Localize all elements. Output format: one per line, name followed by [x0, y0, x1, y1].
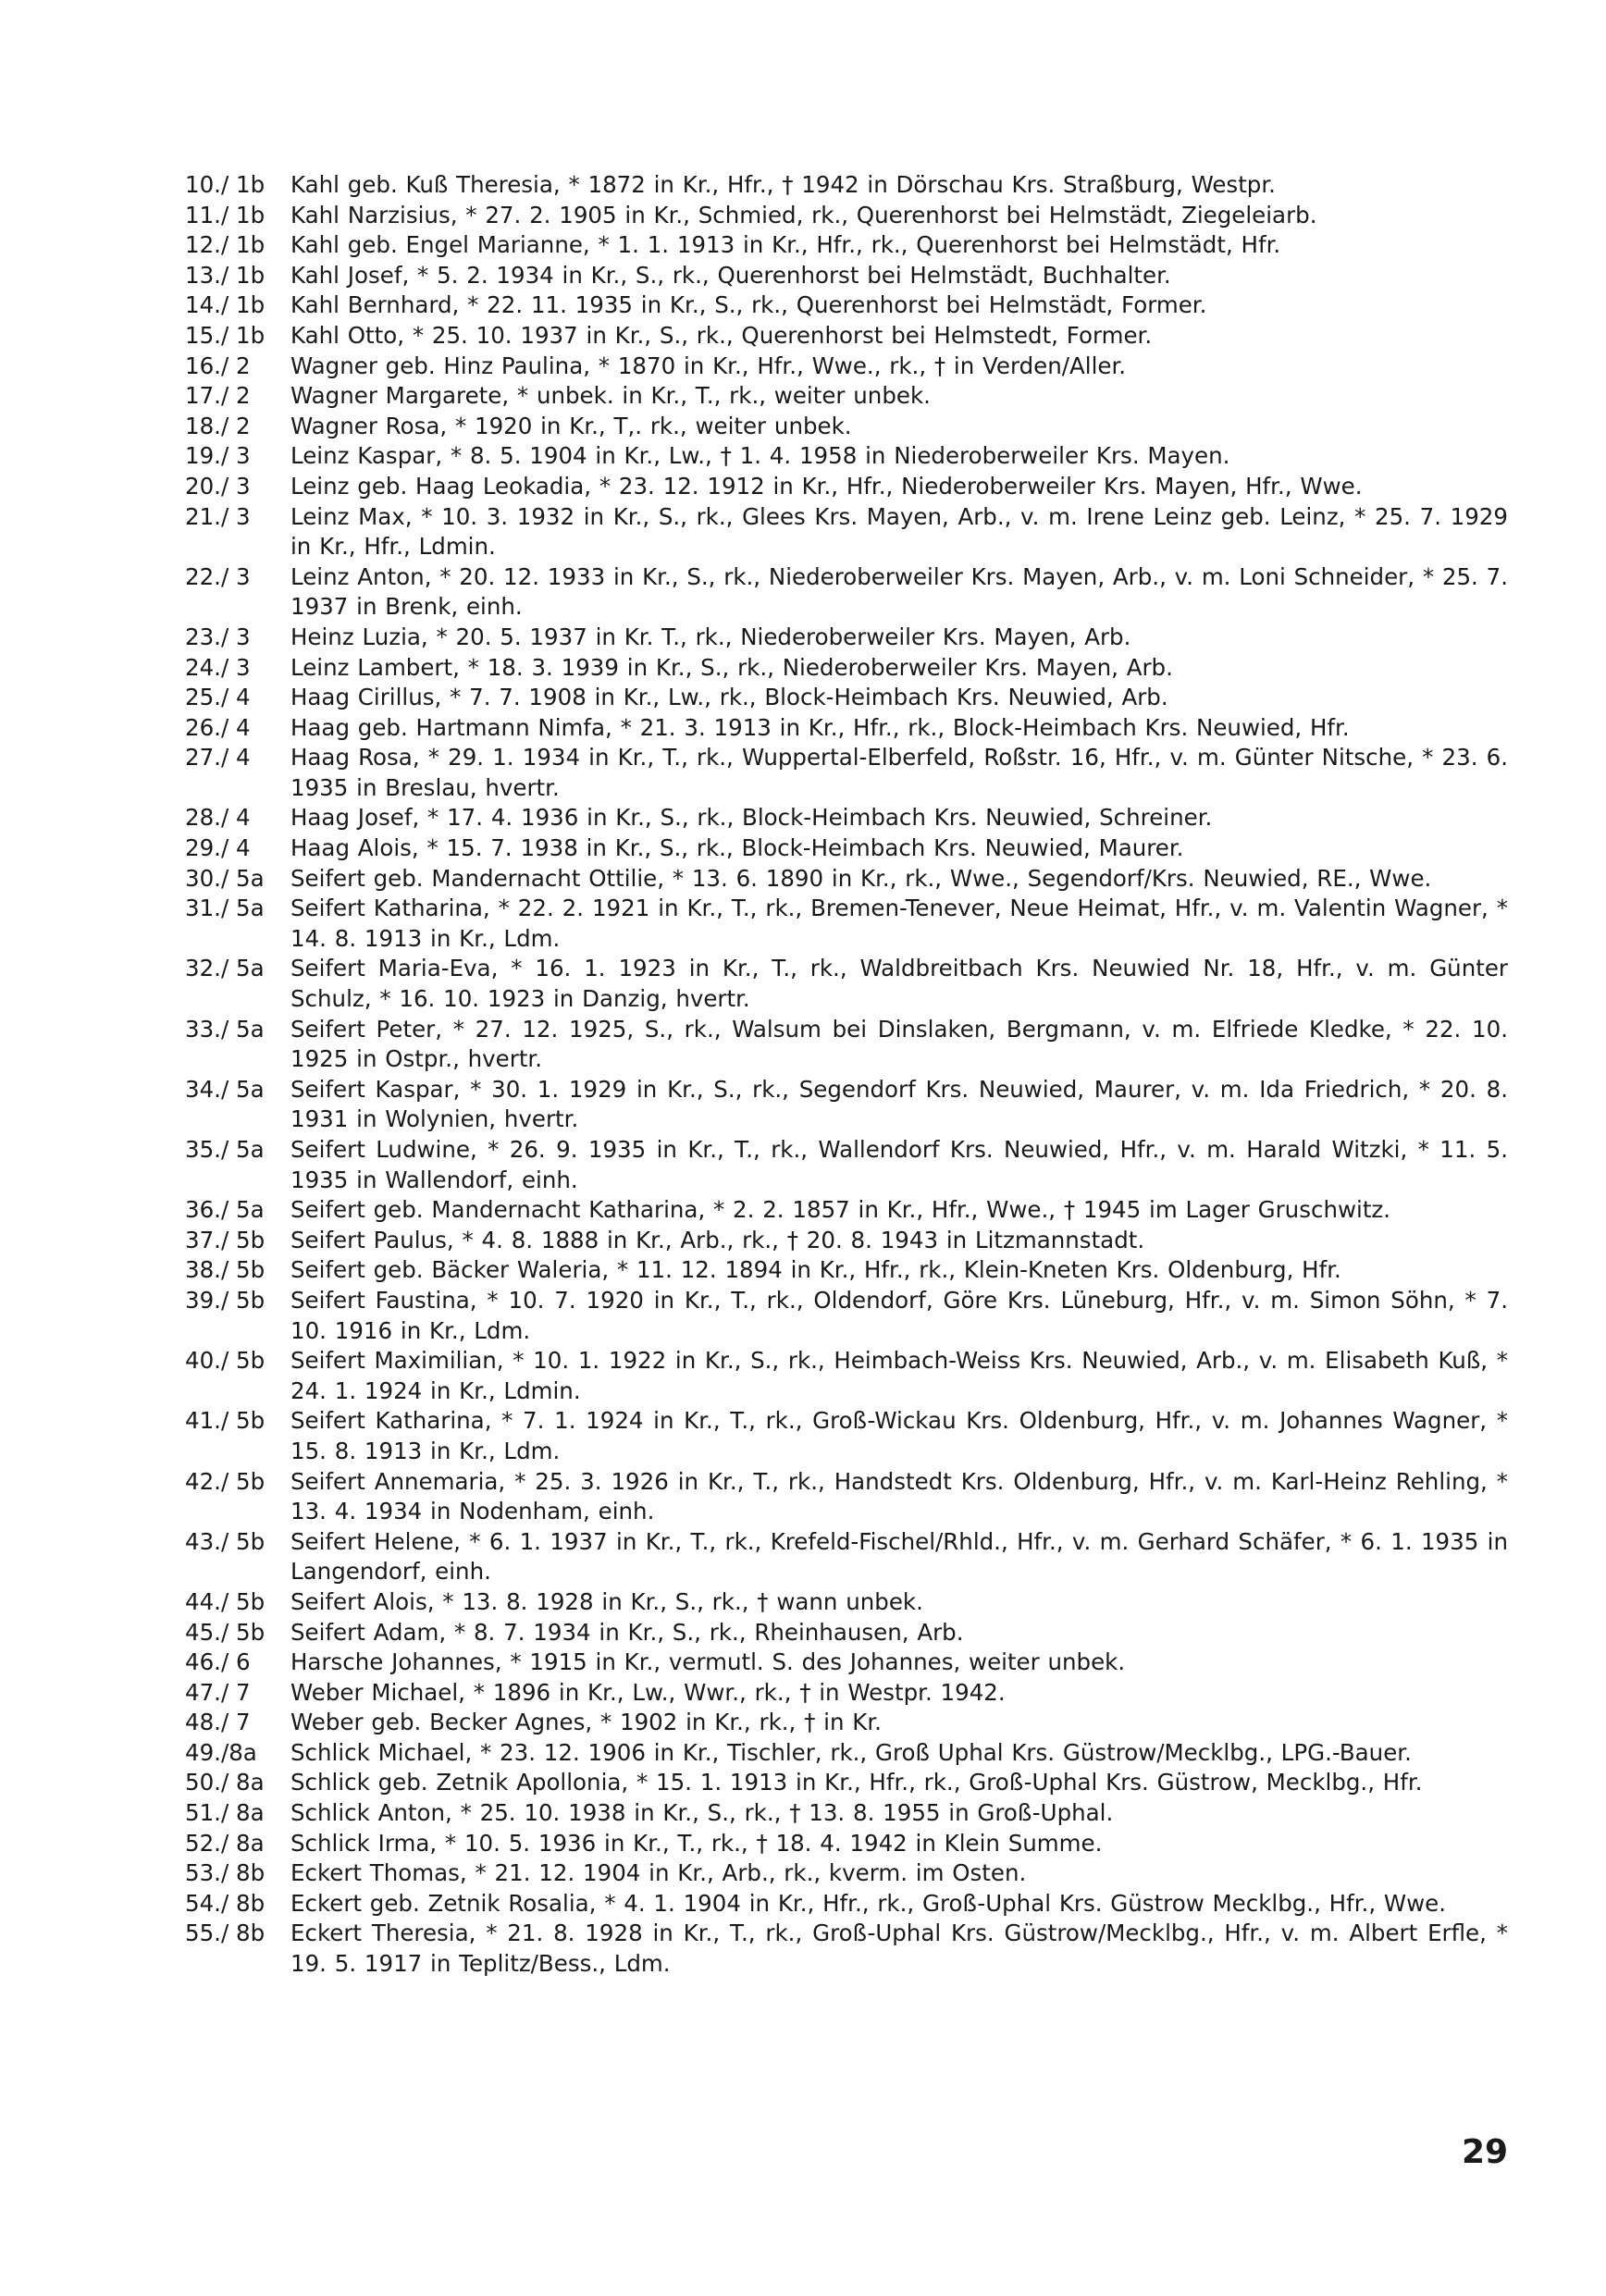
entry-number: 35./ 5a — [185, 1136, 265, 1163]
entry-row — [185, 1858, 1508, 1889]
entry-text: Seifert Alois, * 13. 8. 1928 in Kr., S., rk., † wann unbek. — [290, 1587, 923, 1615]
entry-number: 16./ 2 — [185, 352, 251, 379]
entry-number: 25./ 4 — [185, 684, 251, 711]
entry-text: Haag Alois, * 15. 7. 1938 in Kr., S., rk., Block-Heimbach Krs. Neuwied, Maurer. — [290, 834, 1184, 862]
entry-row — [185, 954, 1508, 1014]
entry-number: 19./ 3 — [185, 442, 251, 470]
entry-text: Heinz Luzia, * 20. 5. 1937 in Kr. T., rk., Niederoberweiler Krs. Mayen, Arb. — [290, 623, 1131, 650]
entry-row — [185, 352, 1508, 382]
entry-number: 29./ 4 — [185, 834, 251, 862]
entry-number: 46./ 6 — [185, 1648, 251, 1676]
entry-text: Leinz Lambert, * 18. 3. 1939 in Kr., S., rk., Niederoberweiler Krs. Mayen, Arb. — [290, 653, 1173, 681]
entry-text: Kahl Bernhard, * 22. 11. 1935 in Kr., S., rk., Querenhorst bei Helmstädt, Former. — [290, 291, 1207, 319]
entry-number: 12./ 1b — [185, 231, 266, 259]
entry-number: 41./ 5b — [185, 1407, 266, 1435]
entry-number: 34./ 5a — [185, 1075, 265, 1103]
entry-text: Seifert geb. Mandernacht Ottilie, * 13. 6. 1890 in Kr., rk., Wwe., Segendorf/Krs. Neuwied, RE., Wwe. — [290, 864, 1432, 892]
entry-row — [185, 1889, 1508, 1920]
entry-number: 40./ 5b — [185, 1347, 266, 1375]
entry-text: Seifert Helene, * 6. 1. 1937 in Kr., T., rk., Krefeld-Fischel/Rhld., Hfr., v. m. Gerhard Schäfer, * 6. 1. 1935 in Langendorf, einh. — [290, 1527, 1508, 1586]
entry-text: Haag Josef, * 17. 4. 1936 in Kr., S., rk., Block-Heimbach Krs. Neuwied, Schreiner. — [290, 804, 1213, 832]
entry-row — [185, 1075, 1508, 1135]
page-number: 29 — [1462, 2133, 1509, 2171]
entry-row — [185, 713, 1508, 744]
entry-text: Seifert geb. Bäcker Waleria, * 11. 12. 1894 in Kr., Hfr., rk., Klein-Kneten Krs. Oldenburg, Hfr. — [290, 1256, 1341, 1284]
entry-text: Leinz Anton, * 20. 12. 1933 in Kr., S., rk., Niederoberweiler Krs. Mayen, Arb., v. m. Loni Schneider, * 25. 7. 1937 in Brenk, einh. — [290, 562, 1508, 621]
entry-text: Kahl Josef, * 5. 2. 1934 in Kr., S., rk., Querenhorst bei Helmstädt, Buchhalter. — [290, 261, 1171, 289]
entry-text: Kahl Otto, * 25. 10. 1937 in Kr., S., rk., Querenhorst bei Helmstedt, Former. — [290, 321, 1153, 349]
entry-text: Seifert Katharina, * 22. 2. 1921 in Kr., T., rk., Bremen-Tenever, Neue Heimat, Hfr., v. m. Valentin Wagner, * 14. 8. 1913 in Kr., Ldm. — [290, 895, 1508, 952]
entry-row — [185, 502, 1508, 562]
entry-text: Schlick Anton, * 25. 10. 1938 in Kr., S., rk., † 13. 8. 1955 in Groß-Uphal. — [290, 1799, 1114, 1827]
entry-number: 49./8a — [185, 1738, 257, 1766]
entry-text: Wagner Rosa, * 1920 in Kr., T,. rk., weiter unbek. — [290, 412, 852, 439]
entry-row — [185, 230, 1508, 261]
entry-number: 11./ 1b — [185, 201, 266, 228]
entry-number: 30./ 5a — [185, 864, 265, 892]
entry-row — [185, 803, 1508, 833]
entry-row — [185, 623, 1508, 653]
entry-number: 27./ 4 — [185, 744, 251, 772]
entry-row — [185, 1406, 1508, 1466]
entry-text: Leinz Kaspar, * 8. 5. 1904 in Kr., Lw., † 1. 4. 1958 in Niederoberweiler Krs. Mayen. — [290, 442, 1230, 470]
entry-text: Weber geb. Becker Agnes, * 1902 in Kr., rk., † in Kr. — [290, 1709, 882, 1736]
entry-number: 45./ 5b — [185, 1618, 266, 1646]
entry-text: Haag Cirillus, * 7. 7. 1908 in Kr., Lw., rk., Block-Heimbach Krs. Neuwied, Arb. — [290, 684, 1168, 711]
entry-row — [185, 1015, 1508, 1075]
entry-text: Seifert Paulus, * 4. 8. 1888 in Kr., Arb., rk., † 20. 8. 1943 in Litzmannstadt. — [290, 1226, 1145, 1253]
entry-number: 55./ 8b — [185, 1920, 266, 1947]
entry-number: 43./ 5b — [185, 1527, 266, 1555]
entry-row — [185, 1286, 1508, 1346]
entry-text: Seifert Maria-Eva, * 16. 1. 1923 in Kr., T., rk., Waldbreitbach Krs. Neuwied Nr. 18, Hfr., v. m. Günter Schulz, * 16. 10. 1923 in Danzig, hvertr. — [290, 955, 1508, 1013]
entry-row — [185, 472, 1508, 502]
entry-text: Seifert Adam, * 8. 7. 1934 in Kr., S., rk., Rheinhausen, Arb. — [290, 1618, 964, 1646]
entry-row — [185, 201, 1508, 231]
entry-list — [185, 170, 1508, 1980]
entry-text: Eckert Thomas, * 21. 12. 1904 in Kr., Arb., rk., kverm. im Osten. — [290, 1859, 1027, 1887]
entry-row — [185, 1829, 1508, 1859]
entry-number: 36./ 5a — [185, 1196, 265, 1224]
entry-text: Eckert geb. Zetnik Rosalia, * 4. 1. 1904 in Kr., Hfr., rk., Groß-Uphal Krs. Güstrow Mecklbg., Hfr., Wwe. — [290, 1889, 1447, 1917]
entry-number: 32./ 5a — [185, 955, 265, 982]
entry-row — [185, 1135, 1508, 1195]
entry-number: 42./ 5b — [185, 1467, 266, 1495]
entry-number: 33./ 5a — [185, 1015, 265, 1043]
entry-row — [185, 653, 1508, 684]
entry-row — [185, 261, 1508, 291]
entry-number: 37./ 5b — [185, 1226, 266, 1253]
entry-number: 23./ 3 — [185, 623, 251, 650]
entry-row — [185, 1708, 1508, 1738]
entry-row — [185, 1678, 1508, 1709]
entry-text: Seifert Maximilian, * 10. 1. 1922 in Kr., S., rk., Heimbach-Weiss Krs. Neuwied, Arb., v. m. Elisabeth Kuß, * 24. 1. 1924 in Kr., Ldmin. — [290, 1347, 1508, 1404]
entry-text: Harsche Johannes, * 1915 in Kr., vermutl. S. des Johannes, weiter unbek. — [290, 1648, 1126, 1676]
entry-row — [185, 412, 1508, 442]
entry-row — [185, 1255, 1508, 1286]
entry-row — [185, 864, 1508, 895]
entry-row — [185, 683, 1508, 713]
entry-row — [185, 833, 1508, 864]
entry-number: 22./ 3 — [185, 562, 251, 590]
entry-number: 50./ 8a — [185, 1769, 265, 1796]
entry-number: 38./ 5b — [185, 1256, 266, 1284]
entry-row — [185, 1798, 1508, 1829]
entry-text: Seifert geb. Mandernacht Katharina, * 2. 2. 1857 in Kr., Hfr., Wwe., † 1945 im Lager Gruschwitz. — [290, 1196, 1391, 1224]
entry-row — [185, 1618, 1508, 1648]
entry-row — [185, 441, 1508, 472]
entry-row — [185, 1467, 1508, 1527]
entry-text: Schlick Michael, * 23. 12. 1906 in Kr., Tischler, rk., Groß Uphal Krs. Güstrow/Mecklbg., LPG.-Bauer. — [290, 1738, 1412, 1766]
entry-number: 44./ 5b — [185, 1587, 266, 1615]
entry-row — [185, 1738, 1508, 1769]
entry-number: 39./ 5b — [185, 1286, 266, 1314]
entry-text: Seifert Faustina, * 10. 7. 1920 in Kr., T., rk., Oldendorf, Göre Krs. Lüneburg, Hfr., v. m. Simon Söhn, * 7. 10. 1916 in Kr., Ldm. — [290, 1286, 1508, 1344]
entry-number: 48./ 7 — [185, 1709, 251, 1736]
entry-row — [185, 743, 1508, 803]
entry-text: Seifert Katharina, * 7. 1. 1924 in Kr., T., rk., Groß-Wickau Krs. Oldenburg, Hfr., v. m. Johannes Wagner, * 15. 8. 1913 in Kr., Ldm. — [290, 1407, 1508, 1464]
entry-text: Seifert Ludwine, * 26. 9. 1935 in Kr., T., rk., Wallendorf Krs. Neuwied, Hfr., v. m. Harald Witzki, * 11. 5. 1935 in Wallendorf, einh. — [290, 1136, 1508, 1193]
entry-number: 24./ 3 — [185, 653, 251, 681]
entry-number: 14./ 1b — [185, 291, 266, 319]
entry-text: Kahl Narzisius, * 27. 2. 1905 in Kr., Schmied, rk., Querenhorst bei Helmstädt, Ziegeleiarb. — [290, 201, 1317, 228]
entry-number: 15./ 1b — [185, 321, 266, 349]
entry-number: 18./ 2 — [185, 412, 251, 439]
entry-text: Seifert Annemaria, * 25. 3. 1926 in Kr., T., rk., Handstedt Krs. Oldenburg, Hfr., v. m. Karl-Heinz Rehling, * 13. 4. 1934 in Nodenham, einh. — [290, 1467, 1508, 1525]
entry-number: 17./ 2 — [185, 382, 251, 410]
entry-number: 20./ 3 — [185, 472, 251, 500]
entry-number: 28./ 4 — [185, 804, 251, 832]
entry-row — [185, 894, 1508, 954]
entry-row — [185, 290, 1508, 321]
entry-text: Haag Rosa, * 29. 1. 1934 in Kr., T., rk., Wuppertal-Elberfeld, Roßstr. 16, Hfr., v. m. Günter Nitsche, * 23. 6. 1935 in Breslau, hvertr. — [290, 744, 1508, 801]
entry-row — [185, 1648, 1508, 1678]
entry-number: 54./ 8b — [185, 1889, 266, 1917]
entry-text: Seifert Peter, * 27. 12. 1925, S., rk., Walsum bei Dinslaken, Bergmann, v. m. Elfriede Kledke, * 22. 10. 1925 in Ostpr., hvertr. — [290, 1015, 1508, 1073]
entry-text: Kahl geb. Engel Marianne, * 1. 1. 1913 in Kr., Hfr., rk., Querenhorst bei Helmstädt, Hfr. — [290, 231, 1281, 259]
entry-number: 51./ 8a — [185, 1799, 265, 1827]
entry-text: Seifert Kaspar, * 30. 1. 1929 in Kr., S., rk., Segendorf Krs. Neuwied, Maurer, v. m. Ida Friedrich, * 20. 8. 1931 in Wolynien, hvertr. — [290, 1075, 1508, 1133]
entry-row — [185, 1226, 1508, 1256]
entry-text: Schlick geb. Zetnik Apollonia, * 15. 1. 1913 in Kr., Hfr., rk., Groß-Uphal Krs. Güstrow, Mecklbg., Hfr. — [290, 1769, 1423, 1796]
entry-row — [185, 1527, 1508, 1587]
entry-row — [185, 1346, 1508, 1406]
entry-row — [185, 1768, 1508, 1798]
entry-text: Wagner Margarete, * unbek. in Kr., T., rk., weiter unbek. — [290, 382, 931, 410]
entry-row — [185, 170, 1508, 201]
entry-number: 21./ 3 — [185, 502, 251, 530]
entry-number: 52./ 8a — [185, 1829, 265, 1857]
entry-row — [185, 1587, 1508, 1618]
entry-number: 26./ 4 — [185, 713, 251, 741]
entry-number: 10./ 1b — [185, 171, 266, 198]
entry-text: Leinz Max, * 10. 3. 1932 in Kr., S., rk., Glees Krs. Mayen, Arb., v. m. Irene Leinz geb. Leinz, * 25. 7. 1929 in Kr., Hfr., Ldmin. — [290, 502, 1508, 561]
entry-row — [185, 1919, 1508, 1979]
entry-number: 47./ 7 — [185, 1678, 251, 1706]
entry-row — [185, 381, 1508, 412]
entry-row — [185, 1195, 1508, 1226]
entry-row — [185, 562, 1508, 623]
entry-number: 13./ 1b — [185, 261, 266, 289]
entry-text: Kahl geb. Kuß Theresia, * 1872 in Kr., Hfr., † 1942 in Dörschau Krs. Straßburg, Westpr. — [290, 171, 1276, 198]
entry-text: Haag geb. Hartmann Nimfa, * 21. 3. 1913 in Kr., Hfr., rk., Block-Heimbach Krs. Neuwied, Hfr. — [290, 713, 1350, 741]
entry-number: 31./ 5a — [185, 895, 265, 922]
entry-text: Wagner geb. Hinz Paulina, * 1870 in Kr., Hfr., Wwe., rk., † in Verden/Aller. — [290, 352, 1127, 379]
entry-number: 53./ 8b — [185, 1859, 266, 1887]
entry-text: Schlick Irma, * 10. 5. 1936 in Kr., T., rk., † 18. 4. 1942 in Klein Summe. — [290, 1829, 1103, 1857]
entry-text: Weber Michael, * 1896 in Kr., Lw., Wwr., rk., † in Westpr. 1942. — [290, 1678, 1006, 1706]
entry-text: Eckert Theresia, * 21. 8. 1928 in Kr., T., rk., Groß-Uphal Krs. Güstrow/Mecklbg., Hfr., v. m. Albert Erfle, * 19. 5. 1917 in Teplitz/Bess., Ldm. — [290, 1920, 1508, 1978]
entry-text: Leinz geb. Haag Leokadia, * 23. 12. 1912 in Kr., Hfr., Niederoberweiler Krs. Mayen, Hfr., Wwe. — [290, 472, 1363, 500]
entry-row — [185, 321, 1508, 352]
